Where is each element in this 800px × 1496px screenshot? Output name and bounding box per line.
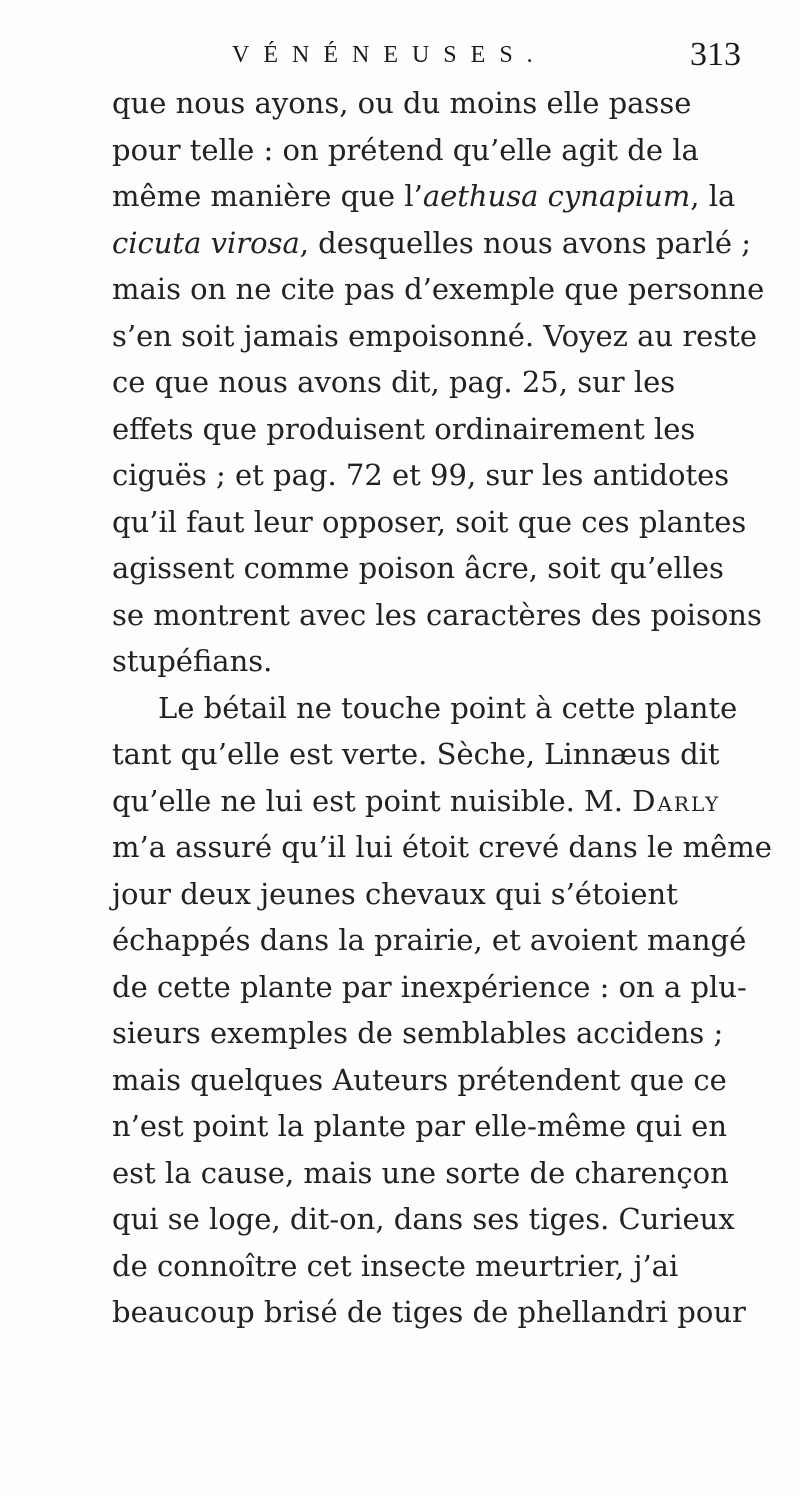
body-text	[112, 80, 792, 1336]
page-number: 313	[690, 36, 741, 73]
text-line	[112, 80, 792, 127]
text-run: se montrent avec les caractères des poisons	[112, 597, 762, 632]
text-run: de connoître cet insecte meurtrier, j’ai	[112, 1248, 679, 1283]
running-head	[0, 36, 800, 76]
text-run: stupéfians.	[112, 644, 273, 678]
text-line	[112, 452, 792, 499]
text-run: tant qu’elle est verte. Sèche, Linnæus dit	[112, 737, 720, 771]
text-line	[112, 220, 792, 267]
text-line	[112, 964, 792, 1011]
text-line	[112, 1150, 792, 1197]
running-title: VÉNÉNEUSES.	[232, 42, 547, 68]
text-run: qui se loge, dit-on, dans ses tiges. Curieux	[112, 1202, 735, 1236]
text-line	[112, 406, 792, 453]
text-line	[112, 1103, 792, 1150]
text-line	[112, 359, 792, 406]
text-run: de cette plante par inexpérience : on a plu-	[112, 969, 747, 1004]
text-line	[112, 266, 792, 313]
text-run: effets que produisent ordinairement les	[112, 411, 696, 446]
text-run: , desquelles nous avons parlé ;	[299, 225, 751, 260]
text-line	[112, 917, 792, 964]
text-line	[112, 1196, 792, 1243]
text-run: s’en soit jamais empoisonné. Voyez au reste	[112, 318, 758, 353]
text-run: est la cause, mais une sorte de charençon	[112, 1155, 729, 1190]
text-run: mais on ne cite pas d’exemple que personne	[112, 272, 765, 306]
text-line	[112, 731, 792, 778]
text-line	[112, 1010, 792, 1057]
text-run: m’a assuré qu’il lui étoit crevé dans le même	[112, 830, 772, 864]
text-line	[112, 778, 792, 825]
text-run: agissent comme poison âcre, soit qu’elles	[112, 551, 724, 585]
text-run: pour telle : on prétend qu’elle agit de la	[112, 132, 699, 167]
smallcaps-name: Darly	[632, 783, 721, 818]
text-line	[112, 1289, 792, 1336]
text-line	[112, 638, 792, 685]
text-line	[112, 871, 792, 918]
text-run: qu’elle ne lui est point nuisible. M.	[112, 783, 633, 818]
text-run: Le bétail ne touche point à cette plante	[158, 690, 738, 725]
text-line	[112, 545, 792, 592]
text-run: , la	[690, 179, 736, 213]
text-line	[112, 592, 792, 639]
text-run: que nous ayons, ou du moins elle passe	[112, 86, 692, 120]
text-line	[112, 313, 792, 360]
text-run: échappés dans la prairie, et avoient mangé	[112, 923, 747, 957]
text-line	[112, 1057, 792, 1104]
italic-text: aethusa cynapium	[422, 179, 691, 213]
text-run: jour deux jeunes chevaux qui s’étoient	[112, 876, 678, 911]
text-run: beaucoup brisé de tiges de phellandri pour	[112, 1295, 746, 1329]
text-run: ciguës ; et pag. 72 et 99, sur les antidotes	[112, 458, 730, 492]
text-line	[112, 1243, 792, 1290]
italic-text: cicuta virosa	[112, 225, 300, 260]
text-run: n’est point la plante par elle-même qui en	[112, 1109, 728, 1143]
text-line	[112, 499, 792, 546]
text-line	[112, 173, 792, 220]
text-run: ce que nous avons dit, pag. 25, sur les	[112, 365, 676, 399]
text-line	[112, 824, 792, 871]
text-run: mais quelques Auteurs prétendent que ce	[112, 1062, 727, 1097]
text-line	[112, 127, 792, 174]
text-run: même manière que l’	[112, 179, 423, 213]
text-run: sieurs exemples de semblables accidens ;	[112, 1016, 724, 1050]
text-line	[112, 685, 792, 732]
text-run: qu’il faut leur opposer, soit que ces plantes	[112, 504, 747, 539]
